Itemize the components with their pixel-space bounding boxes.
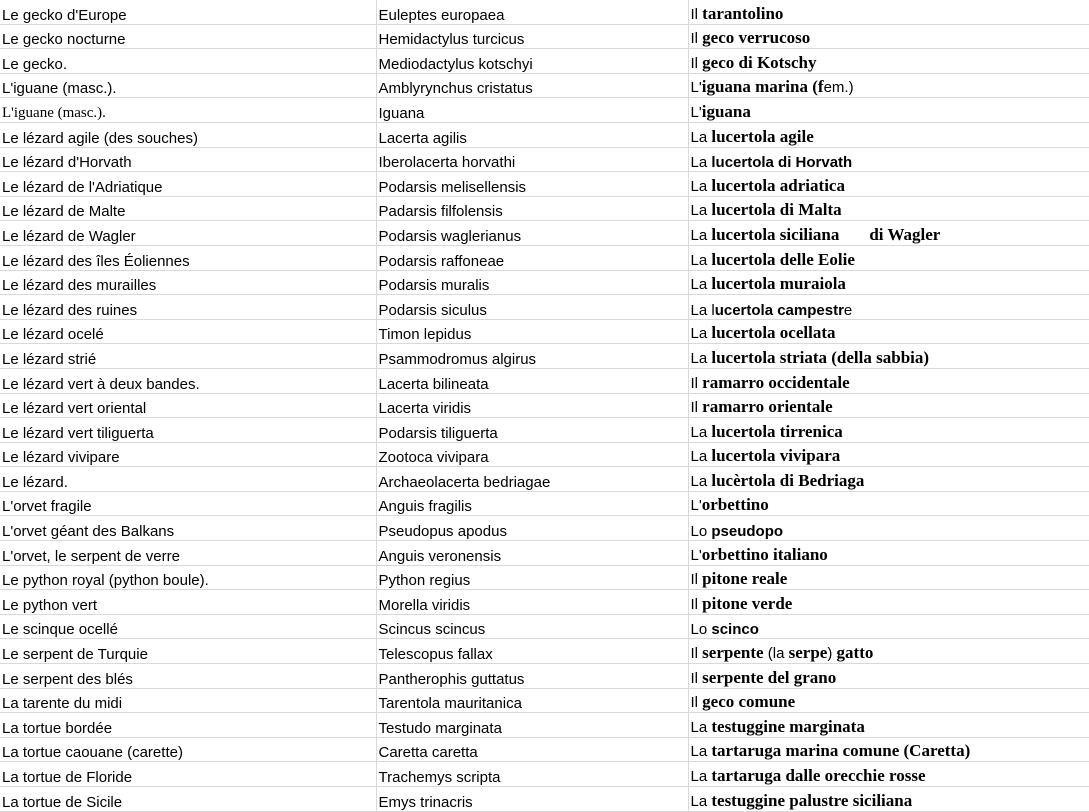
latin-name-cell[interactable]: Anguis veronensis bbox=[376, 541, 688, 566]
italian-name-cell[interactable] bbox=[688, 393, 1089, 418]
latin-name-cell[interactable]: Pantherophis guttatus bbox=[376, 664, 688, 689]
latin-name-cell[interactable]: Caretta caretta bbox=[376, 737, 688, 762]
french-name-cell[interactable]: La tarente du midi bbox=[0, 688, 376, 713]
italian-name-part: testuggine marginata bbox=[711, 716, 865, 736]
italian-name-cell[interactable] bbox=[688, 614, 1089, 639]
table-row bbox=[0, 24, 1089, 49]
table-row bbox=[0, 639, 1089, 664]
french-name-cell[interactable]: Le lézard des îles Éoliennes bbox=[0, 245, 376, 270]
french-name-cell[interactable]: Le lézard vert à deux bandes. bbox=[0, 368, 376, 393]
latin-name-cell[interactable]: Lacerta bilineata bbox=[376, 368, 688, 393]
italian-article: L' bbox=[690, 497, 702, 515]
latin-name-cell[interactable]: Lacerta agilis bbox=[376, 122, 688, 147]
italian-article: La bbox=[690, 349, 712, 367]
table-row bbox=[0, 664, 1089, 689]
italian-name-part: (la bbox=[767, 645, 789, 663]
table-row bbox=[0, 418, 1089, 443]
italian-name-cell[interactable] bbox=[688, 491, 1089, 516]
italian-name-part: geco verrucoso bbox=[702, 28, 811, 48]
french-name-cell[interactable]: Le gecko d'Europe bbox=[0, 0, 376, 24]
italian-name-part: geco comune bbox=[702, 692, 796, 712]
french-name-cell[interactable]: Le lézard agile (des souches) bbox=[0, 122, 376, 147]
italian-name-part: pitone verde bbox=[702, 593, 793, 613]
latin-name-cell[interactable]: Scincus scincus bbox=[376, 614, 688, 639]
italian-name-part: lucertola muraiola bbox=[711, 274, 846, 294]
italian-article: Il bbox=[690, 669, 703, 687]
italian-name-part: ramarro occidentale bbox=[702, 372, 850, 392]
italian-name-part: lucertola ocellata bbox=[711, 323, 836, 343]
french-name-cell[interactable]: Le lézard vert oriental bbox=[0, 393, 376, 418]
french-name-cell[interactable]: La tortue de Floride bbox=[0, 762, 376, 787]
latin-name-cell[interactable]: Amblyrynchus cristatus bbox=[376, 73, 688, 98]
italian-article: Il bbox=[690, 30, 703, 48]
italian-article: Il bbox=[690, 54, 703, 72]
french-name-cell[interactable]: Le lézard. bbox=[0, 467, 376, 492]
french-name-cell[interactable]: La tortue bordée bbox=[0, 713, 376, 738]
italian-name-cell[interactable] bbox=[688, 196, 1089, 221]
table-row bbox=[0, 442, 1089, 467]
latin-name-cell[interactable]: Anguis fragilis bbox=[376, 491, 688, 516]
italian-article: La bbox=[690, 276, 712, 294]
latin-name-cell[interactable]: Trachemys scripta bbox=[376, 762, 688, 787]
italian-name-cell[interactable] bbox=[688, 541, 1089, 566]
italian-article: Il bbox=[690, 5, 703, 23]
french-name-cell[interactable]: Le gecko nocturne bbox=[0, 24, 376, 49]
table-row bbox=[0, 614, 1089, 639]
italian-article: Il bbox=[690, 645, 703, 663]
italian-name-part: pseudopo bbox=[711, 523, 784, 541]
italian-name-part: scinco bbox=[711, 621, 759, 639]
italian-article: La bbox=[690, 177, 712, 195]
latin-name-cell[interactable]: Pseudopus apodus bbox=[376, 516, 688, 541]
table-row bbox=[0, 516, 1089, 541]
italian-name-part: serpente del grano bbox=[702, 667, 837, 687]
italian-article: La l bbox=[690, 301, 715, 319]
table-row bbox=[0, 368, 1089, 393]
french-name-cell[interactable]: Le serpent de Turquie bbox=[0, 639, 376, 664]
italian-article: L' bbox=[690, 546, 702, 564]
italian-name-cell[interactable] bbox=[688, 737, 1089, 762]
french-name-cell[interactable]: Le lézard d'Horvath bbox=[0, 147, 376, 172]
table-row bbox=[0, 319, 1089, 344]
table-row bbox=[0, 737, 1089, 762]
italian-name-cell[interactable] bbox=[688, 713, 1089, 738]
italian-article: Lo bbox=[690, 523, 712, 541]
french-name-cell[interactable]: La tortue de Sicile bbox=[0, 787, 376, 812]
italian-name-part: tartaruga dalle orecchie rosse bbox=[711, 766, 926, 785]
italian-name-cell[interactable] bbox=[688, 98, 1089, 123]
latin-name-cell[interactable]: Iberolacerta horvathi bbox=[376, 147, 688, 172]
latin-name-cell[interactable]: Tarentola mauritanica bbox=[376, 688, 688, 713]
italian-name-cell[interactable] bbox=[688, 516, 1089, 541]
italian-article: La bbox=[690, 743, 712, 761]
italian-name-part: iguana bbox=[701, 101, 751, 121]
latin-name-cell[interactable]: Morella viridis bbox=[376, 590, 688, 615]
french-name-cell[interactable]: Le lézard des ruines bbox=[0, 295, 376, 320]
italian-name-cell[interactable] bbox=[688, 270, 1089, 295]
table-row bbox=[0, 147, 1089, 172]
table-row bbox=[0, 491, 1089, 516]
italian-article: La bbox=[690, 448, 712, 466]
italian-article: La bbox=[690, 251, 712, 269]
french-name-cell[interactable]: Le python royal (python boule). bbox=[0, 565, 376, 590]
latin-name-cell[interactable]: Testudo marginata bbox=[376, 713, 688, 738]
table-row bbox=[0, 172, 1089, 197]
italian-name-part: lucertola tirrenica bbox=[711, 421, 843, 441]
italian-article: La bbox=[690, 128, 712, 146]
italian-article: L' bbox=[690, 103, 702, 121]
table-row bbox=[0, 565, 1089, 590]
italian-name-cell[interactable] bbox=[688, 24, 1089, 49]
french-name-cell[interactable]: Le scinque ocellé bbox=[0, 614, 376, 639]
italian-name-cell[interactable] bbox=[688, 49, 1089, 74]
table-row bbox=[0, 393, 1089, 418]
italian-article: La bbox=[690, 325, 712, 343]
italian-name-part: tartaruga marina comune (Caretta) bbox=[711, 741, 971, 761]
italian-article: La bbox=[690, 154, 712, 172]
italian-name-cell[interactable] bbox=[688, 73, 1089, 98]
italian-name-part: lucèrtola di Bedriaga bbox=[711, 470, 865, 490]
italian-article: Lo bbox=[690, 621, 712, 639]
french-name-cell[interactable]: Le python vert bbox=[0, 590, 376, 615]
italian-name-part: lucertola di Malta bbox=[711, 200, 842, 220]
latin-name-cell[interactable]: Zootoca vivipara bbox=[376, 442, 688, 467]
french-name-cell[interactable]: Le gecko. bbox=[0, 49, 376, 74]
table-row bbox=[0, 73, 1089, 98]
latin-name-cell[interactable]: Lacerta viridis bbox=[376, 393, 688, 418]
latin-name-cell[interactable]: Podarsis tiliguerta bbox=[376, 418, 688, 443]
latin-name-cell[interactable]: Timon lepidus bbox=[376, 319, 688, 344]
italian-name-part: e bbox=[843, 301, 853, 319]
table-row bbox=[0, 467, 1089, 492]
french-name-cell[interactable]: Le serpent des blés bbox=[0, 664, 376, 689]
italian-article: La bbox=[690, 768, 712, 785]
italian-name-cell[interactable] bbox=[688, 762, 1089, 787]
latin-name-cell[interactable]: Padarsis filfolensis bbox=[376, 196, 688, 221]
italian-name-part: lucertola di Horvath bbox=[711, 154, 853, 172]
italian-article: Il bbox=[690, 571, 703, 589]
italian-name-part: ucertola campestr bbox=[714, 301, 844, 319]
italian-name-cell[interactable] bbox=[688, 467, 1089, 492]
table-row bbox=[0, 49, 1089, 74]
italian-name-cell[interactable] bbox=[688, 639, 1089, 664]
french-name-cell[interactable]: Le lézard de l'Adriatique bbox=[0, 172, 376, 197]
italian-article: Il bbox=[690, 399, 703, 417]
french-name-cell[interactable]: La tortue caouane (carette) bbox=[0, 737, 376, 762]
latin-name-cell[interactable]: Euleptes europaea bbox=[376, 0, 688, 24]
table-row bbox=[0, 295, 1089, 320]
latin-name-cell[interactable]: Podarsis waglerianus bbox=[376, 221, 688, 246]
latin-name-cell[interactable]: Podarsis siculus bbox=[376, 295, 688, 320]
italian-name-cell[interactable] bbox=[688, 344, 1089, 369]
italian-name-part: testuggine palustre siciliana bbox=[711, 790, 913, 810]
french-name-cell[interactable]: Le lézard vivipare bbox=[0, 442, 376, 467]
italian-name-part: em.) bbox=[823, 79, 854, 97]
table-row bbox=[0, 196, 1089, 221]
table-row bbox=[0, 713, 1089, 738]
italian-name-part: pitone reale bbox=[702, 569, 788, 589]
italian-name-part: ramarro orientale bbox=[702, 397, 833, 417]
french-name-cell[interactable]: Le lézard vert tiliguerta bbox=[0, 418, 376, 443]
italian-name-cell[interactable] bbox=[688, 221, 1089, 246]
italian-name-part: gatto bbox=[836, 643, 874, 663]
table-row bbox=[0, 221, 1089, 246]
latin-name-cell[interactable]: Python regius bbox=[376, 565, 688, 590]
italian-name-cell[interactable] bbox=[688, 319, 1089, 344]
latin-name-cell[interactable]: Emys trinacris bbox=[376, 787, 688, 812]
latin-name-cell[interactable]: Telescopus fallax bbox=[376, 639, 688, 664]
italian-name-part: tarantolino bbox=[702, 3, 784, 23]
italian-article: La bbox=[690, 202, 712, 220]
italian-name-part: lucertola vivipara bbox=[711, 446, 841, 466]
table-row bbox=[0, 98, 1089, 123]
table-row bbox=[0, 344, 1089, 369]
latin-name-cell[interactable]: Podarsis melisellensis bbox=[376, 172, 688, 197]
italian-name-part: ) bbox=[827, 645, 837, 663]
french-name-cell[interactable]: L'orvet, le serpent de verre bbox=[0, 541, 376, 566]
french-name-cell[interactable]: Le lézard des murailles bbox=[0, 270, 376, 295]
italian-name-part: serpe bbox=[788, 643, 828, 663]
latin-name-cell[interactable]: Mediodactylus kotschyi bbox=[376, 49, 688, 74]
table-row bbox=[0, 590, 1089, 615]
table-row bbox=[0, 245, 1089, 270]
french-name-cell[interactable]: Le lézard de Wagler bbox=[0, 221, 376, 246]
table-row bbox=[0, 688, 1089, 713]
french-name-cell[interactable]: L'orvet géant des Balkans bbox=[0, 516, 376, 541]
table-row bbox=[0, 762, 1089, 787]
italian-name-cell[interactable] bbox=[688, 368, 1089, 393]
italian-name-cell[interactable] bbox=[688, 664, 1089, 689]
table-row bbox=[0, 0, 1089, 24]
latin-name-cell[interactable]: Psammodromus algirus bbox=[376, 344, 688, 369]
italian-name-part: lucertola adriatica bbox=[711, 175, 845, 195]
italian-name-cell[interactable] bbox=[688, 122, 1089, 147]
italian-name-cell[interactable] bbox=[688, 688, 1089, 713]
italian-name-part: iguana marina (f bbox=[701, 77, 824, 97]
table-row bbox=[0, 270, 1089, 295]
italian-name-part: lucertola siciliana bbox=[711, 224, 840, 244]
french-name-cell[interactable]: Le lézard strié bbox=[0, 344, 376, 369]
italian-article: Il bbox=[690, 374, 703, 392]
italian-name-cell[interactable] bbox=[688, 442, 1089, 467]
italian-name-cell[interactable] bbox=[688, 245, 1089, 270]
italian-name-part: orbettino italiano bbox=[701, 544, 828, 564]
italian-name-cell[interactable] bbox=[688, 565, 1089, 590]
table-row bbox=[0, 541, 1089, 566]
italian-name-part: lucertola agile bbox=[711, 126, 814, 146]
italian-name-part: orbettino bbox=[701, 495, 769, 515]
french-name-cell[interactable]: L'iguane (masc.). bbox=[0, 98, 376, 123]
table-row bbox=[0, 122, 1089, 147]
italian-article: Il bbox=[690, 694, 703, 712]
italian-article: La bbox=[690, 423, 712, 441]
italian-article: La bbox=[690, 792, 712, 810]
italian-article: La bbox=[690, 226, 712, 244]
french-name-cell[interactable]: L'orvet fragile bbox=[0, 491, 376, 516]
latin-name-cell[interactable]: Podarsis raffoneae bbox=[376, 245, 688, 270]
italian-name-part: lucertola delle Eolie bbox=[711, 249, 855, 269]
italian-article: L' bbox=[690, 79, 702, 97]
italian-name-cell[interactable] bbox=[688, 172, 1089, 197]
french-name-cell[interactable]: L'iguane (masc.). bbox=[0, 73, 376, 98]
italian-name-part: geco di Kotschy bbox=[702, 52, 817, 72]
italian-name-cell[interactable] bbox=[688, 0, 1089, 24]
italian-name-part: di Wagler bbox=[869, 224, 941, 244]
latin-name-cell[interactable]: Podarsis muralis bbox=[376, 270, 688, 295]
latin-name-cell[interactable]: Hemidactylus turcicus bbox=[376, 24, 688, 49]
italian-name-cell[interactable] bbox=[688, 147, 1089, 172]
italian-article: La bbox=[690, 472, 712, 490]
french-name-cell[interactable]: Le lézard de Malte bbox=[0, 196, 376, 221]
italian-article: Il bbox=[690, 595, 703, 613]
latin-name-cell[interactable]: Archaeolacerta bedriagae bbox=[376, 467, 688, 492]
italian-name-cell[interactable] bbox=[688, 590, 1089, 615]
italian-name-cell[interactable] bbox=[688, 295, 1089, 320]
latin-name-cell[interactable]: Iguana bbox=[376, 98, 688, 123]
italian-name-part: lucertola striata (della sabbia) bbox=[711, 347, 930, 367]
italian-article: La bbox=[690, 718, 712, 736]
french-name-cell[interactable]: Le lézard ocelé bbox=[0, 319, 376, 344]
italian-name-part: serpente bbox=[702, 643, 768, 663]
italian-name-cell[interactable] bbox=[688, 418, 1089, 443]
